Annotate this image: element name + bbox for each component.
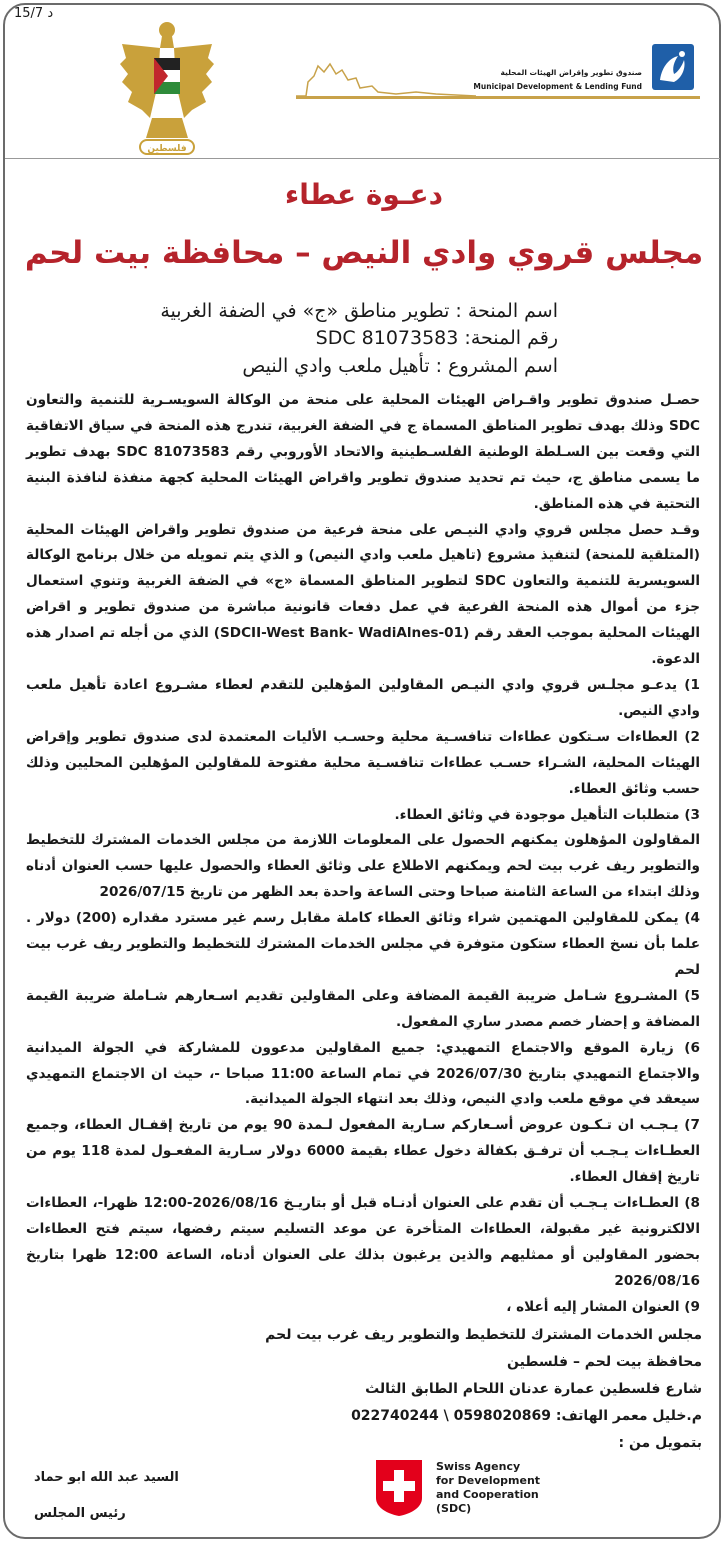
paragraph: 7) يـجـب ان تـكـون عروض أسـعاركم سـارية المفعول لـمدة 90 يوم من تاريخ إقفـال العطاء، وجميع العطـاءات يـجـب أن ترفـق بكفالة دخول عطاء بقيمة 6000 دولار سـارية المفعـول لمدة 118 يوم من تاريخ إقفال العطاء.: [26, 1117, 700, 1186]
header-gold-rule: [296, 96, 700, 99]
paragraph: حصـل صندوق تطوير واقـراض الهيئات المحلية على منحة من الوكالة السويسـرية للتنمية والتعاون SDC وذلك بهدف تطوير المناطق المسماة ج في الضفة الغربية، تندرج هذه المنحة في سياق الاتفاقية التي وقعت بين السـلطة الوطنية الفلسـطينية والاتحاد الأوروبي رقم SDC 81073583 بهدف تطوير ما يسمى مناطق ج، حيث تم تحديد صندوق تطوير واقراض الهيئات المحلية كجهة منفذة لنافذة البنية التحتية في هذه المناطق.: [26, 392, 700, 512]
emblem-text: فلسطين: [147, 144, 187, 154]
paragraph: المقاولون المؤهلون يمكنهم الحصول على المعلومات اللازمة من مجلس الخدمات المشترك للتخطيط والتطوير ريف غرب بيت لحم ويمكنهم الاطلاع على وثائق العطاء والحصول عليها حسب العنوان أدناه وذلك ابتداء من الساعة الثامنة صباحا وحتى الساعة واحدة بعد الظهر من تاريخ 2026/07/15: [26, 832, 700, 901]
signatory-title: رئيس المجلس: [34, 1506, 126, 1521]
sdc-logo-text: [436, 1460, 540, 1516]
mdlf-name-english: Municipal Development & Lending Fund: [473, 82, 642, 91]
mdlf-logo-icon: [652, 44, 694, 90]
address-line: شارع فلسطين عمارة عدنان اللحام الطابق الثالث: [365, 1381, 702, 1397]
sdc-line: Swiss Agency: [436, 1460, 521, 1473]
paragraph: 8) العطـاءات يـجـب أن تقدم على العنوان أدنـاه قبل أو بتاريـخ 2026/08/16-12:00 ظهرا-، العطاءات الالكترونية غير مقبولة، العطاءات المتأخرة عن موعد التسليم سيتم رفضها، سيتم فتح العطاءات بحضور المقاولين أو ممثليهم والذين يرغبون بذلك على العنوان أدناه، الساعة 12:00 ظهرا بتاريخ 2026/08/16: [26, 1195, 701, 1289]
issue-stamp: 15/7 د: [14, 6, 54, 21]
paragraph: 1) يدعـو مجلـس قروي وادي النيـص المقاولين المؤهلين للتقدم لعطاء مشـروع اعادة تأهيل ملعب وادي النيص.: [26, 676, 700, 719]
tender-title: دعـوة عطاء: [284, 178, 444, 211]
mdlf-name-arabic: صندوق تطوير وإقراض الهيئات المحلية: [500, 68, 642, 77]
paragraph: 5) المشـروع شـامل ضريبة القيمة المضافة وعلى المقاولين تقديم اسـعارهم شـاملة ضريبة القيمة المضافة و إحضار خصم مصدر ساري المفعول.: [26, 987, 700, 1030]
sdc-line: and Cooperation: [436, 1488, 539, 1501]
palestine-eagle-emblem: [112, 14, 222, 164]
paragraph: وقـد حصل مجلس قروي وادي النيـص على منحة فرعية من صندوق تطوير واقراض الهيئات المحلية (المتلقية للمنحة) لتنفيذ مشروع (تاهيل ملعب وادي النيص) و الذي يتم تمويله من خلال برنامج الوكالة السويسرية للتنمية والتعاون SDC لتطوير المناطق المسماة «ج» في الضفة الغربية وتنوي استعمال جزء من أموال هذه المنحة الفرعية في عمل دفعات قانونية مباشرة من صندوق تطوير و اقراض الهيئات المحلية بموجب العقد رقم (SDCII-West Bank- WadiAlnes-01) الذي من أجله تم اصدار هذه الدعوة.: [26, 521, 700, 668]
sdc-line: for Development: [436, 1474, 541, 1487]
paragraph: 3) متطلبات التأهيل موجودة في وثائق العطاء.: [394, 806, 700, 823]
sdc-line: (SDC): [436, 1502, 472, 1515]
tender-body: [26, 388, 700, 1321]
skyline-graphic: [296, 52, 476, 98]
address-line: مجلس الخدمات المشترك للتخطيط والتطوير ريف غرب بيت لحم: [265, 1327, 702, 1343]
tender-subtitle: مجلس قروي وادي النيص – محافظة بيت لحم: [24, 235, 704, 271]
paragraph: 4) يمكن للمقاولين المهتمين شراء وثائق العطاء كاملة مقابل رسم غير مسترد مقداره (200) دولار . علما بأن نسخ العطاء ستكون متوفرة في مجلس الخدمات المشترك للتخطيط والتطوير ريف غرب بيت لحم: [26, 910, 701, 978]
grant-number: رقم المنحة: SDC 81073583: [315, 327, 558, 349]
grant-name: اسم المنحة : تطوير مناطق «ج» في الضفة الغربية: [160, 300, 558, 322]
signatory-name: السيد عبد الله ابو حماد: [34, 1470, 179, 1485]
paragraph: 2) العطاءات سـتكون عطاءات تنافسـية محلية وحسـب الأليات المعتمدة لدى صندوق تطوير وإقراض الهيئات المحلية، الشـراء حسـب عطاءات تنافسـية محلية مفتوحة للمقاولين المؤهلين المحليين وذلك حسب وثائق العطاء.: [26, 728, 700, 797]
paragraph: 6) زيارة الموقع والاجتماع التمهيدي: جميع المقاولين مدعوون للمشاركة في الجولة الميدانية والاجتماع التمهيدي بتاريخ 2026/07/30 في تمام الساعة 11:00 صباحا -، حيث ان الاجتماع التمهيدي سيعقد في موقع ملعب وادي النيص، وذلك بعد انتهاء الجولة الميدانية.: [26, 1039, 700, 1108]
project-name: اسم المشروع : تأهيل ملعب وادي النيص: [242, 355, 558, 377]
funding-label: بتمويل من :: [618, 1435, 702, 1451]
paragraph: 9) العنوان المشار إليه أعلاه ،: [506, 1298, 700, 1315]
address-line: محافظة بيت لحم – فلسطين: [506, 1354, 702, 1370]
address-line: م.خليل معمر الهاتف: 0598020869 \ 022740244: [351, 1408, 702, 1424]
header-divider: [5, 158, 720, 159]
swiss-flag-icon: [374, 1458, 424, 1518]
